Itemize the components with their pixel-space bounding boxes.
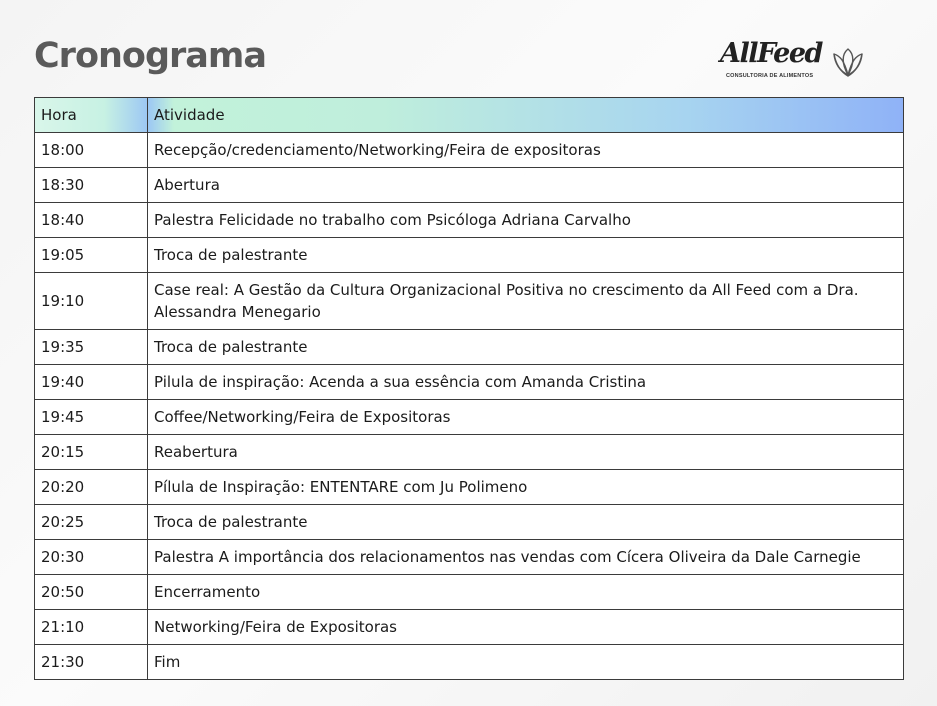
page-title: Cronograma bbox=[34, 36, 266, 76]
table-row bbox=[35, 133, 904, 168]
time-cell: 18:30 bbox=[35, 168, 148, 203]
time-cell: 18:40 bbox=[35, 203, 148, 238]
table-row bbox=[35, 400, 904, 435]
activity-cell: Pílula de Inspiração: ENTENTARE com Ju Polimeno bbox=[148, 470, 904, 505]
activity-cell: Case real: A Gestão da Cultura Organizacional Positiva no crescimento da All Feed com a Dra. Alessandra Menegario bbox=[148, 273, 904, 330]
activity-cell: Encerramento bbox=[148, 575, 904, 610]
time-cell: 19:05 bbox=[35, 238, 148, 273]
time-cell: 18:00 bbox=[35, 133, 148, 168]
activity-cell: Fim bbox=[148, 645, 904, 680]
logo-wordmark: AllFeed bbox=[720, 38, 822, 69]
time-cell: 20:20 bbox=[35, 470, 148, 505]
table-row bbox=[35, 540, 904, 575]
table-row bbox=[35, 575, 904, 610]
table-header-row bbox=[35, 98, 904, 133]
time-cell: 20:30 bbox=[35, 540, 148, 575]
time-cell: 20:50 bbox=[35, 575, 148, 610]
time-cell: 21:30 bbox=[35, 645, 148, 680]
time-cell: 21:10 bbox=[35, 610, 148, 645]
activity-cell: Troca de palestrante bbox=[148, 238, 904, 273]
table-row bbox=[35, 203, 904, 238]
activity-cell: Coffee/Networking/Feira de Expositoras bbox=[148, 400, 904, 435]
time-cell: 19:10 bbox=[35, 273, 148, 330]
time-cell: 19:45 bbox=[35, 400, 148, 435]
table-row bbox=[35, 238, 904, 273]
table-row bbox=[35, 365, 904, 400]
table-row bbox=[35, 470, 904, 505]
lotus-logo-icon bbox=[830, 45, 866, 81]
allfeed-logo bbox=[720, 38, 822, 84]
activity-cell: Pilula de inspiração: Acenda a sua essência com Amanda Cristina bbox=[148, 365, 904, 400]
logo-subtitle: CONSULTORIA DE ALIMENTOS bbox=[726, 73, 814, 79]
activity-cell: Palestra Felicidade no trabalho com Psicóloga Adriana Carvalho bbox=[148, 203, 904, 238]
table-row bbox=[35, 168, 904, 203]
time-cell: 19:35 bbox=[35, 330, 148, 365]
time-cell: 19:40 bbox=[35, 365, 148, 400]
activity-cell: Recepção/credenciamento/Networking/Feira de expositoras bbox=[148, 133, 904, 168]
time-cell: 20:25 bbox=[35, 505, 148, 540]
activity-cell: Networking/Feira de Expositoras bbox=[148, 610, 904, 645]
header-hora: Hora bbox=[35, 98, 148, 133]
time-cell: 20:15 bbox=[35, 435, 148, 470]
activity-cell: Troca de palestrante bbox=[148, 330, 904, 365]
activity-cell: Troca de palestrante bbox=[148, 505, 904, 540]
table-row bbox=[35, 645, 904, 680]
table-row bbox=[35, 330, 904, 365]
table-row bbox=[35, 273, 904, 330]
activity-cell: Reabertura bbox=[148, 435, 904, 470]
header-atividade: Atividade bbox=[148, 98, 904, 133]
table-row bbox=[35, 505, 904, 540]
activity-cell: Abertura bbox=[148, 168, 904, 203]
activity-cell: Palestra A importância dos relacionamentos nas vendas com Cícera Oliveira da Dale Carnegie bbox=[148, 540, 904, 575]
table-row bbox=[35, 610, 904, 645]
table-row bbox=[35, 435, 904, 470]
schedule-table bbox=[34, 97, 904, 680]
